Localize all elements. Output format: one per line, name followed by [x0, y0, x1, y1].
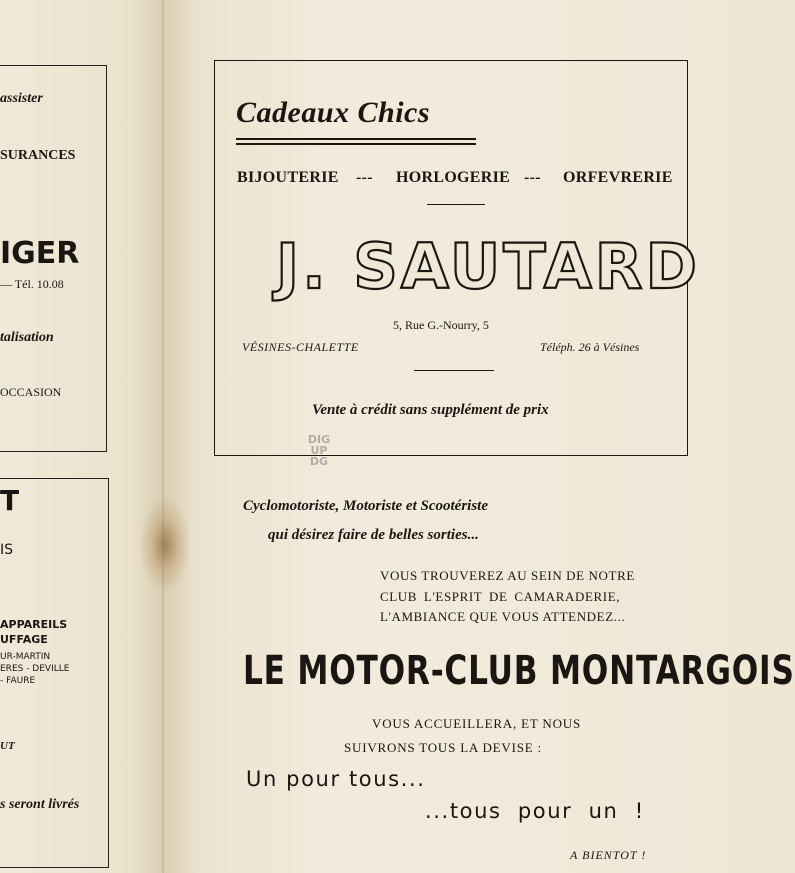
club-name-heading: LE MOTOR-CLUB MONTARGOIS: [243, 648, 795, 694]
club-motto-line1: Un pour tous...: [246, 767, 426, 791]
club-promise-line3: L'AMBIANCE QUE VOUS ATTENDEZ...: [380, 609, 626, 624]
stamp-line: DIG: [307, 433, 331, 446]
club-promise-line2: CLUB L'ESPRIT DE CAMARADERIE,: [380, 589, 621, 604]
left-text-assister: assister: [0, 91, 43, 106]
stamp-line: UP: [310, 444, 328, 457]
left-text-brand2: ERES - DEVILLE: [0, 664, 70, 674]
service-separator: ---: [356, 169, 373, 186]
stamp-line: DG: [309, 455, 329, 468]
left-text-t: T: [0, 484, 20, 517]
left-text-name: IGER: [0, 236, 80, 271]
left-text-is: IS: [0, 542, 14, 558]
merchant-address: 5, Rue G.-Nourry, 5: [393, 318, 489, 332]
service-bijouterie: BIJOUTERIE: [237, 169, 339, 186]
brand-underline-bottom: [236, 143, 476, 145]
service-separator: ---: [524, 169, 541, 186]
left-text-phone: — Tél. 10.08: [0, 277, 64, 291]
club-intro-line1: Cyclomotoriste, Motoriste et Scootériste: [243, 498, 488, 514]
left-text-appareils: APPAREILS: [0, 618, 68, 631]
merchant-phone: Téléph. 26 à Vésines: [540, 340, 640, 354]
library-stamp: [296, 434, 342, 486]
divider-rule: [427, 204, 485, 205]
brand-underline-top: [236, 138, 476, 140]
club-motto-line2: ...tous pour un !: [425, 799, 645, 823]
merchant-city: VÉSINES-CHALETTE: [242, 340, 359, 354]
left-text-brand3: - FAURE: [0, 676, 36, 686]
left-text-totalisation: talisation: [0, 330, 54, 345]
gutter-stain: [140, 500, 190, 590]
left-text-occasion: OCCASION: [0, 385, 62, 399]
club-welcome-line1: VOUS ACCUEILLERA, ET NOUS: [372, 716, 581, 731]
club-promise-line1: VOUS TROUVEREZ AU SEIN DE NOTRE: [380, 568, 635, 583]
credit-offer: Vente à crédit sans supplément de prix: [312, 402, 549, 418]
left-text-chauffage: UFFAGE: [0, 633, 48, 646]
page-fold: [162, 0, 164, 873]
club-welcome-line2: SUIVRONS TOUS LA DEVISE :: [344, 740, 542, 755]
service-horlogerie: HORLOGERIE: [396, 169, 511, 186]
club-intro-line2: qui désirez faire de belles sorties...: [268, 527, 479, 543]
club-signoff: A BIENTOT !: [570, 848, 647, 862]
left-text-ut: UT: [0, 740, 15, 752]
merchant-name: J. SAUTARD: [276, 230, 700, 303]
service-orfevrerie: ORFEVRERIE: [563, 169, 673, 186]
left-text-livres: s seront livrés: [0, 797, 80, 812]
brand-title: Cadeaux Chics: [236, 96, 431, 129]
left-text-brand1: UR-MARTIN: [0, 652, 51, 662]
divider-rule: [414, 370, 494, 371]
left-text-assurances: SURANCES: [0, 148, 76, 163]
